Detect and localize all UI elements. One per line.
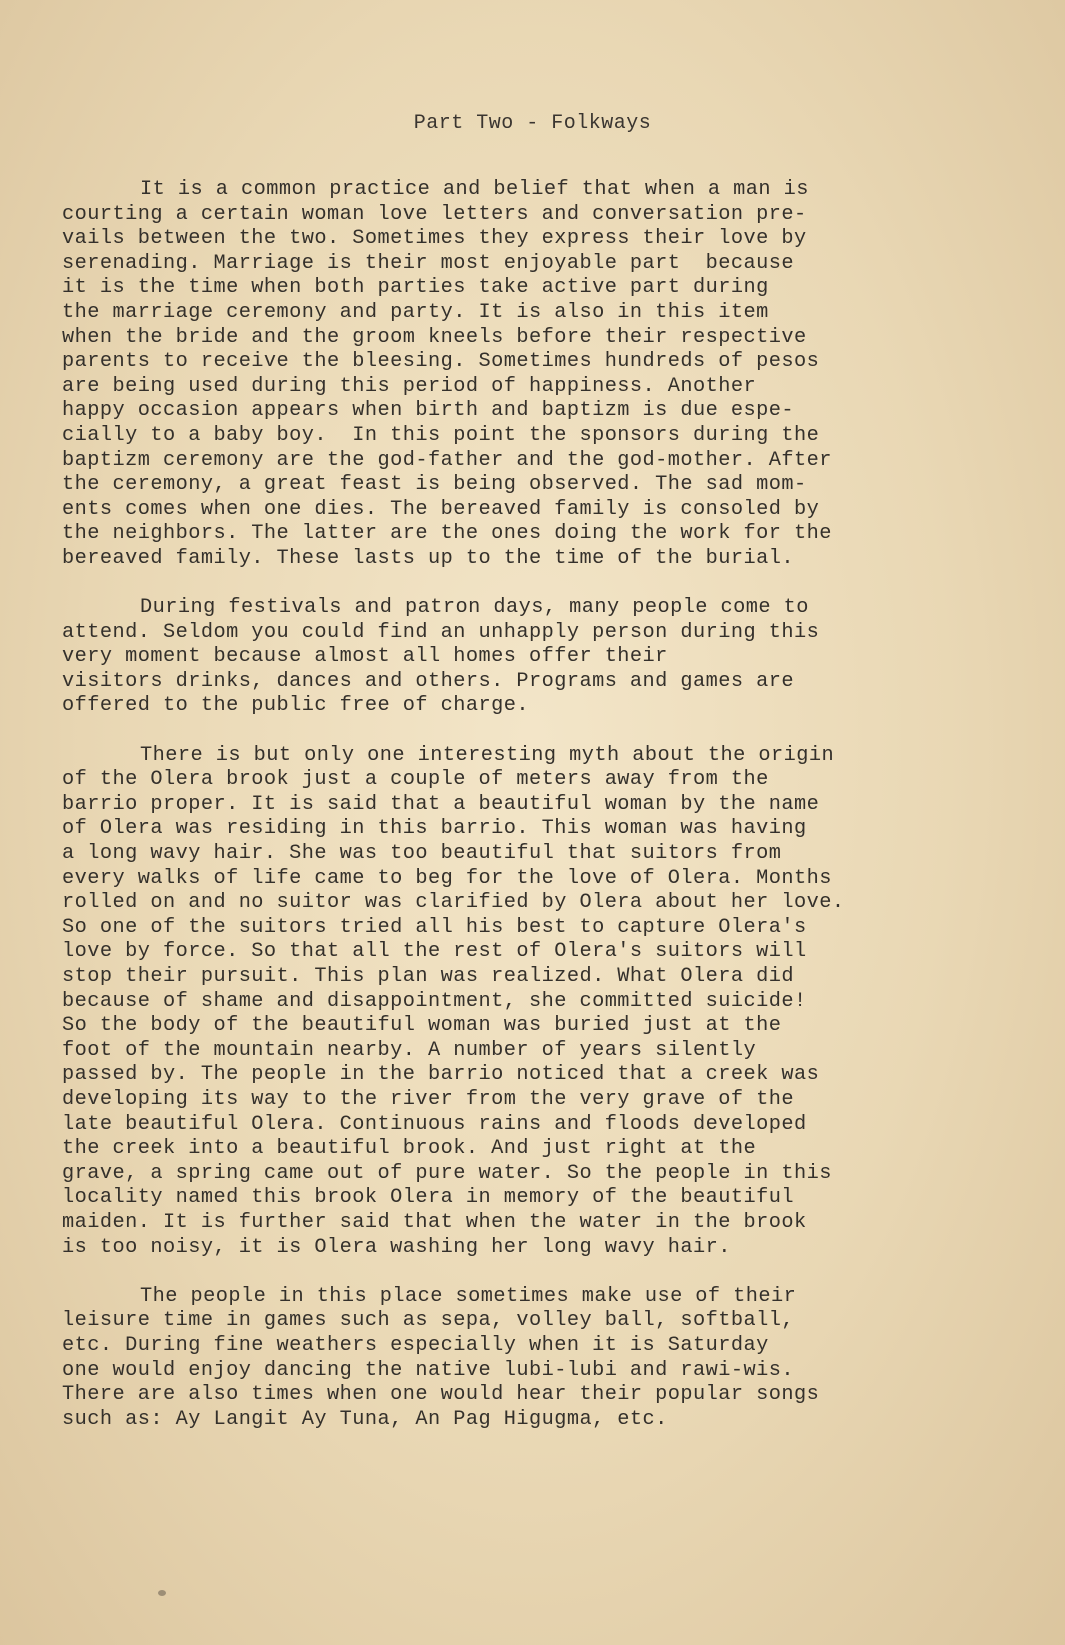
text-line: The people in this place sometimes make use of their — [140, 1284, 797, 1308]
text-line: barrio proper. It is said that a beautiful woman by the name — [62, 792, 820, 816]
text-line: it is the time when both parties take active part during — [62, 276, 769, 300]
ink-smudge — [158, 1590, 166, 1596]
text-line: So one of the suitors tried all his best to capture Olera's — [62, 915, 807, 939]
text-line: serenading. Marriage is their most enjoyable part because — [62, 251, 795, 275]
text-line: the marriage ceremony and party. It is also in this item — [62, 300, 769, 324]
text-line: There is but only one interesting myth about the origin — [140, 743, 835, 767]
text-line: rolled on and no suitor was clarified by Olera about her love. — [62, 891, 845, 915]
text-line: the ceremony, a great feast is being observed. The sad mom- — [62, 473, 807, 497]
text-line: locality named this brook Olera in memory of the beautiful — [62, 1186, 795, 1210]
text-line: etc. During fine weathers especially when it is Saturday — [62, 1333, 769, 1357]
text-line: During festivals and patron days, many people come to — [140, 596, 809, 620]
text-line: the neighbors. The latter are the ones doing the work for the — [62, 522, 832, 546]
text-line: parents to receive the bleesing. Sometimes hundreds of pesos — [62, 350, 820, 374]
text-line: So the body of the beautiful woman was buried just at the — [62, 1014, 782, 1038]
text-line: vails between the two. Sometimes they express their love by — [62, 227, 807, 251]
paragraph-3 — [62, 744, 1022, 1260]
text-line: are being used during this period of happiness. Another — [62, 374, 757, 398]
text-line: of the Olera brook just a couple of meters away from the — [62, 768, 769, 792]
text-line: one would enjoy dancing the native lubi-lubi and rawi-wis. — [62, 1358, 795, 1382]
paragraph-2 — [62, 596, 1022, 719]
text-line: grave, a spring came out of pure water. So the people in this — [62, 1161, 832, 1185]
paragraph-1 — [62, 178, 1022, 572]
text-line: the creek into a beautiful brook. And just right at the — [62, 1137, 757, 1161]
text-line: cially to a baby boy. In this point the sponsors during the — [62, 423, 820, 447]
text-line: love by force. So that all the rest of Olera's suitors will — [62, 940, 807, 964]
text-line: offered to the public free of charge. — [62, 694, 529, 718]
text-line: foot of the mountain nearby. A number of years silently — [62, 1038, 757, 1062]
document-body — [62, 178, 1022, 1457]
text-line: is too noisy, it is Olera washing her long wavy hair. — [62, 1235, 731, 1259]
text-line: maiden. It is further said that when the water in the brook — [62, 1210, 807, 1234]
text-line: It is a common practice and belief that when a man is — [140, 178, 809, 201]
text-line: ents comes when one dies. The bereaved family is consoled by — [62, 497, 820, 521]
text-line: passed by. The people in the barrio noticed that a creek was — [62, 1063, 820, 1087]
text-line: There are also times when one would hear their popular songs — [62, 1383, 820, 1407]
text-line: when the bride and the groom kneels before their respective — [62, 325, 807, 349]
paragraph-4 — [62, 1285, 1022, 1433]
text-line: happy occasion appears when birth and baptizm is due espe- — [62, 399, 795, 423]
text-line: bereaved family. These lasts up to the time of the burial. — [62, 546, 795, 570]
text-line: very moment because almost all homes offer their — [62, 645, 668, 669]
text-line: every walks of life came to beg for the love of Olera. Months — [62, 866, 832, 890]
text-line: of Olera was residing in this barrio. This woman was having — [62, 817, 807, 841]
text-line: a long wavy hair. She was too beautiful that suitors from — [62, 842, 782, 866]
text-line: late beautiful Olera. Continuous rains and floods developed — [62, 1112, 807, 1136]
text-line: courting a certain woman love letters and conversation pre- — [62, 202, 807, 226]
text-line: visitors drinks, dances and others. Programs and games are — [62, 669, 795, 693]
text-line: because of shame and disappointment, she committed suicide! — [62, 989, 807, 1013]
text-line: baptizm ceremony are the god-father and the god-mother. After — [62, 448, 832, 472]
text-line: developing its way to the river from the very grave of the — [62, 1087, 795, 1111]
text-line: stop their pursuit. This plan was realized. What Olera did — [62, 965, 795, 988]
page-title: Part Two - Folkways — [413, 112, 652, 135]
text-line: leisure time in games such as sepa, volley ball, softball, — [62, 1309, 795, 1333]
text-line: attend. Seldom you could find an unhapply person during this — [62, 620, 820, 644]
text-line: such as: Ay Langit Ay Tuna, An Pag Higugma, etc. — [62, 1407, 668, 1431]
